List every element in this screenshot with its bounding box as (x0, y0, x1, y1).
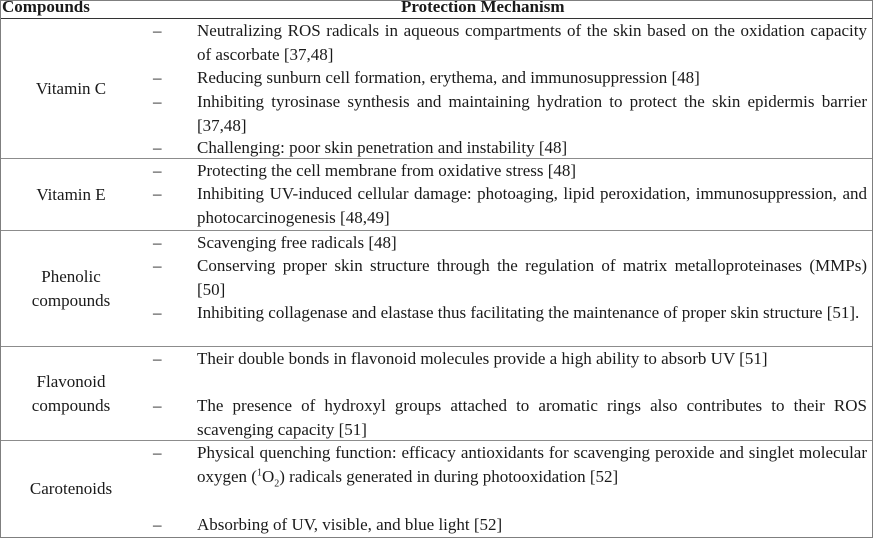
compound-name-line1: Flavonoid (36, 371, 106, 391)
mechanism-text: Absorbing of UV, visible, and blue light [52] (197, 515, 503, 534)
mechanism-text: Inhibiting UV-induced cellular damage: photoaging, lipid peroxidation, immunosuppression, and photocarcinogenesis [48,49] (197, 184, 867, 227)
table-row-flavonoid-compounds (1, 347, 872, 441)
mechanism-text: Conserving proper skin structure through the regulation of matrix metalloproteinases (MMPs) [50] (197, 256, 867, 299)
mechanism-text: Challenging: poor skin penetration and instability [48] (197, 138, 568, 157)
mechanism-text: Inhibiting tyrosinase synthesis and maintaining hydration to protect the skin epidermis barrier [37,48] (197, 92, 867, 135)
mechanism-text: Their double bonds in flavonoid molecules provide a high ability to absorb UV [51] (197, 349, 768, 368)
compound-vitamin-e: Vitamin E (36, 184, 106, 204)
mechanism-text: Protecting the cell membrane from oxidative stress [48] (197, 161, 577, 180)
dash-bullet: – (153, 233, 162, 252)
compound-carotenoids: Carotenoids (29, 479, 113, 498)
compound-name-line2: compounds (31, 395, 111, 415)
table-row-vitamin-e (1, 159, 872, 231)
text-part: O (261, 467, 275, 486)
mechanism-text: Scavenging free radicals [48] (197, 233, 397, 252)
mechanism-text: Inhibiting collagenase and elastase thus facilitating the maintenance of proper skin structure [51]. (197, 303, 860, 322)
compound-name-line1: Phenolic (41, 266, 101, 286)
dash-bullet: – (153, 92, 162, 111)
compound-phenolic (1, 231, 141, 346)
dash-bullet: – (153, 396, 162, 415)
dash-bullet: – (153, 256, 162, 275)
dash-bullet: – (153, 443, 162, 462)
dash-bullet: – (153, 303, 162, 322)
text-part: ) radicals generated in during photooxidation [52] (279, 467, 619, 486)
compound-vitamin-c: Vitamin C (35, 78, 107, 98)
dash-bullet: – (153, 184, 162, 203)
dash-bullet: – (153, 138, 162, 157)
dash-bullet: – (153, 349, 162, 368)
dash-bullet: – (153, 161, 162, 180)
superscript-1: 1 (256, 467, 262, 479)
table-row-vitamin-c (1, 19, 872, 159)
dash-bullet: – (153, 21, 162, 40)
table-header (1, 1, 872, 19)
dash-bullet: – (153, 515, 162, 534)
mechanism-text: The presence of hydroxyl groups attached to aromatic rings also contributes to their ROS scavenging capacity [51] (197, 396, 867, 439)
subscript-2: 2 (274, 478, 280, 490)
compound-name-line2: compounds (31, 290, 111, 310)
dash-bullet: – (153, 68, 162, 87)
header-compounds: Compounds (2, 0, 90, 16)
mechanism-text: Neutralizing ROS radicals in aqueous compartments of the skin based on the oxidation capacity of ascorbate [37,48] (197, 21, 867, 64)
header-protection-mechanism: Protection Mechanism (401, 0, 565, 16)
compound-flavonoid (1, 347, 141, 440)
mechanism-text (197, 441, 867, 489)
table-row-phenolic-compounds (1, 231, 872, 347)
mechanism-text: Reducing sunburn cell formation, erythema, and immunosuppression [48] (197, 68, 700, 87)
text-part: Physical quenching function: efficacy antioxidants for scavenging peroxide and singlet molecular oxygen ( (197, 443, 867, 486)
table-row-carotenoids (1, 441, 872, 537)
